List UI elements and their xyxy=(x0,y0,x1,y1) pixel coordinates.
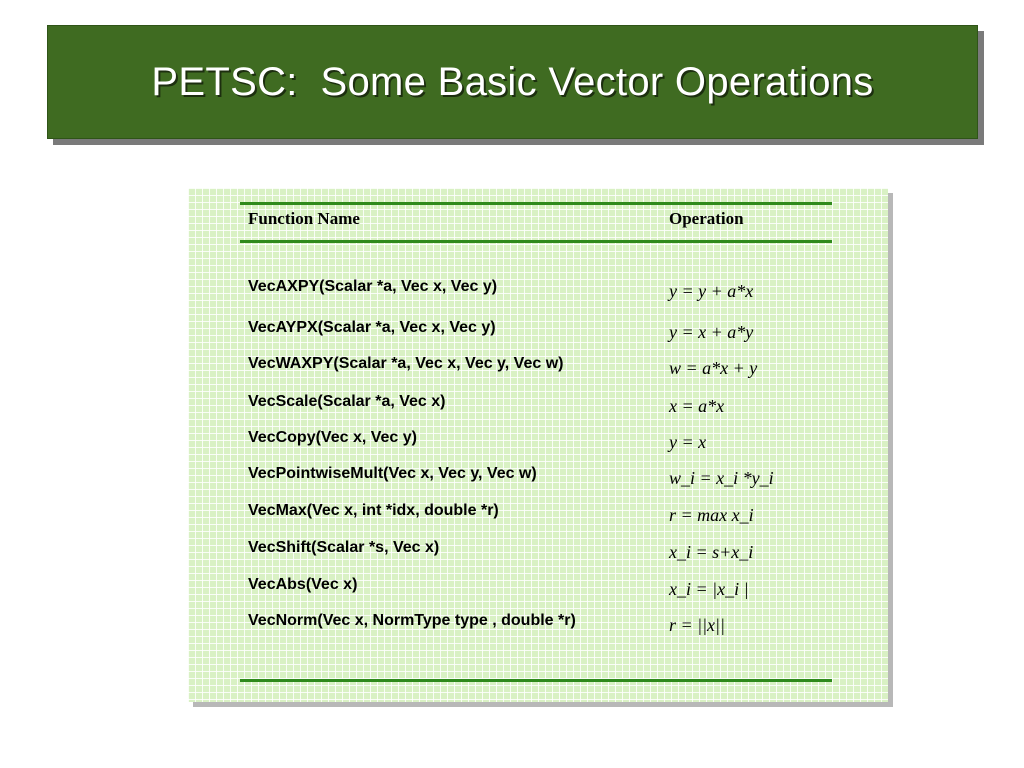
function-cell: VecPointwiseMult(Vec x, Vec y, Vec w) xyxy=(248,465,537,482)
table-row-vecpointwisemult xyxy=(248,465,868,495)
header-operation: Operation xyxy=(669,209,744,228)
operation-cell: w = a*x + y xyxy=(669,358,758,378)
table-top-rule xyxy=(240,202,832,205)
table-row-vecabs xyxy=(248,576,868,606)
table-header-rule xyxy=(240,240,832,243)
function-cell: VecAbs(Vec x) xyxy=(248,576,358,593)
operations-table xyxy=(188,188,888,702)
operation-cell: x = a*x xyxy=(669,396,725,416)
operation-cell: y = y + a*x xyxy=(669,281,754,301)
operation-cell: x_i = |x_i | xyxy=(669,579,749,599)
header-function-name: Function Name xyxy=(248,209,360,228)
table-row-vecnorm xyxy=(248,612,868,642)
table-row-vecshift xyxy=(248,539,868,569)
function-cell: VecMax(Vec x, int *idx, double *r) xyxy=(248,502,499,519)
operation-cell: r = max x_i xyxy=(669,505,754,525)
table-row-vecwaxpy xyxy=(248,355,868,385)
slide-title: PETSC: Some Basic Vector Operations xyxy=(151,59,874,104)
operation-cell: x_i = s+x_i xyxy=(669,542,754,562)
table-row-vecscale xyxy=(248,393,868,423)
function-cell: VecAXPY(Scalar *a, Vec x, Vec y) xyxy=(248,278,498,295)
function-cell: VecNorm(Vec x, NormType type , double *r) xyxy=(248,612,576,629)
table-row-vecaypx xyxy=(248,319,868,349)
operation-cell: w_i = x_i *y_i xyxy=(669,468,774,488)
function-cell: VecCopy(Vec x, Vec y) xyxy=(248,429,417,446)
function-cell: VecAYPX(Scalar *a, Vec x, Vec y) xyxy=(248,319,496,336)
function-cell: VecWAXPY(Scalar *a, Vec x, Vec y, Vec w) xyxy=(248,355,564,372)
table-bottom-rule xyxy=(240,679,832,682)
function-cell: VecShift(Scalar *s, Vec x) xyxy=(248,539,440,556)
table-row-vecaxpy xyxy=(248,278,868,308)
table-row-vecmax xyxy=(248,502,868,532)
operation-cell: y = x + a*y xyxy=(669,322,754,342)
slide-title-bar xyxy=(47,25,978,139)
operation-cell: y = x xyxy=(669,432,707,452)
operation-cell: r = ||x|| xyxy=(669,615,725,635)
function-cell: VecScale(Scalar *a, Vec x) xyxy=(248,393,446,410)
table-row-veccopy xyxy=(248,429,868,459)
